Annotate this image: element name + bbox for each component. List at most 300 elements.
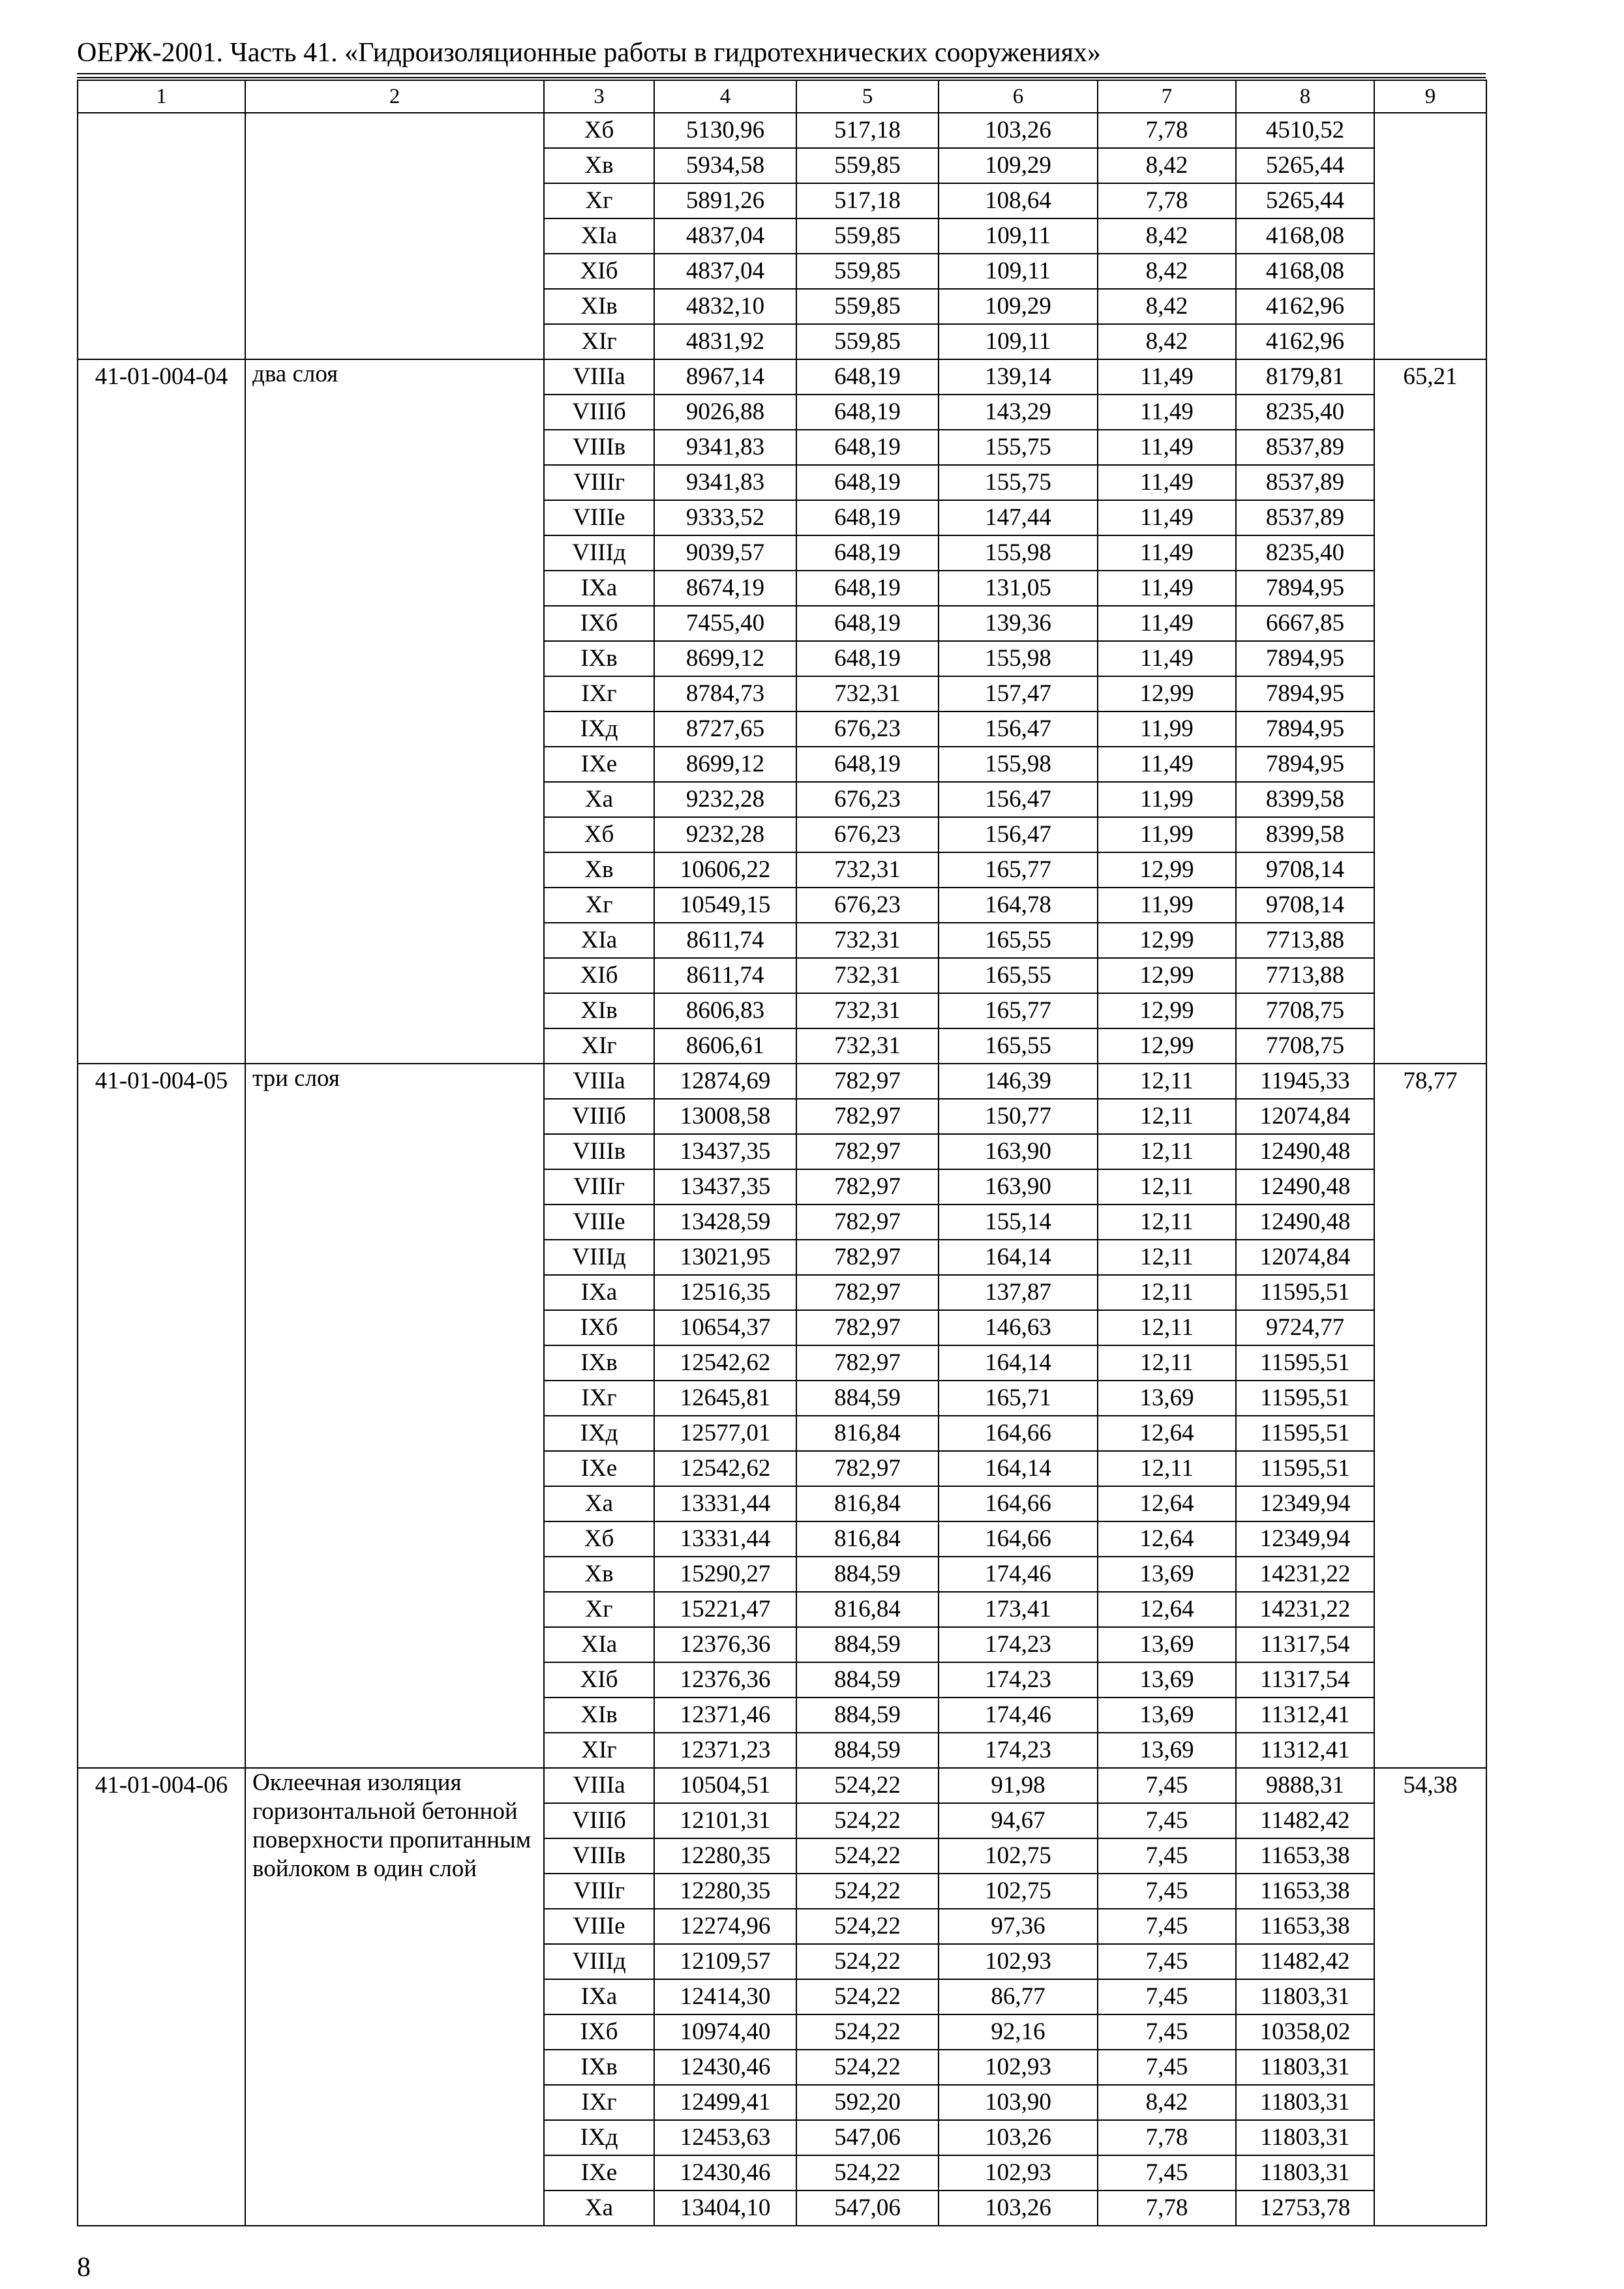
materials-cost-cell: 12074,84 <box>1236 1240 1374 1275</box>
materials-cost-cell: 8537,89 <box>1236 465 1374 500</box>
machines-cost-cell: 174,23 <box>939 1627 1098 1662</box>
total-cost-cell: 7455,40 <box>654 606 796 641</box>
work-description-cell <box>245 113 544 359</box>
machinist-wages-cell: 12,11 <box>1098 1064 1236 1099</box>
machinist-wages-cell: 12,11 <box>1098 1134 1236 1169</box>
wages-cell: 676,23 <box>796 888 939 923</box>
materials-cost-cell: 7894,95 <box>1236 747 1374 782</box>
machinist-wages-cell: 12,99 <box>1098 676 1236 711</box>
materials-cost-cell: 8399,58 <box>1236 782 1374 817</box>
zone-cell: VIIIг <box>544 1874 654 1909</box>
total-cost-cell: 15221,47 <box>654 1592 796 1627</box>
materials-cost-cell: 11803,31 <box>1236 2120 1374 2155</box>
wages-cell: 884,59 <box>796 1557 939 1592</box>
machinist-wages-cell: 7,45 <box>1098 1803 1236 1838</box>
total-cost-cell: 12499,41 <box>654 2085 796 2120</box>
total-cost-cell: 9039,57 <box>654 535 796 571</box>
zone-cell: VIIIв <box>544 1134 654 1169</box>
total-cost-cell: 8699,12 <box>654 641 796 676</box>
column-number-cell: 3 <box>544 80 654 113</box>
machinist-wages-cell: 8,42 <box>1098 2085 1236 2120</box>
zone-cell: IXд <box>544 2120 654 2155</box>
machinist-wages-cell: 12,64 <box>1098 1486 1236 1521</box>
wages-cell: 884,59 <box>796 1733 939 1768</box>
total-cost-cell: 10974,40 <box>654 2014 796 2050</box>
machinist-wages-cell: 11,49 <box>1098 641 1236 676</box>
wages-cell: 648,19 <box>796 359 939 395</box>
zone-cell: XIв <box>544 1698 654 1733</box>
wages-cell: 648,19 <box>796 465 939 500</box>
machinist-wages-cell: 12,11 <box>1098 1310 1236 1345</box>
materials-cost-cell: 11595,51 <box>1236 1275 1374 1310</box>
price-table-body <box>78 80 1486 2226</box>
zone-cell: IXа <box>544 571 654 606</box>
wages-cell: 676,23 <box>796 782 939 817</box>
machines-cost-cell: 164,66 <box>939 1416 1098 1451</box>
wages-cell: 732,31 <box>796 676 939 711</box>
machinist-wages-cell: 8,42 <box>1098 289 1236 324</box>
zone-cell: VIIIа <box>544 1064 654 1099</box>
materials-cost-cell: 8235,40 <box>1236 395 1374 430</box>
total-cost-cell: 13021,95 <box>654 1240 796 1275</box>
total-cost-cell: 5130,96 <box>654 113 796 148</box>
wages-cell: 884,59 <box>796 1627 939 1662</box>
machinist-wages-cell: 12,11 <box>1098 1169 1236 1204</box>
total-cost-cell: 12542,62 <box>654 1345 796 1381</box>
machinist-wages-cell: 11,99 <box>1098 711 1236 747</box>
total-cost-cell: 4832,10 <box>654 289 796 324</box>
machines-cost-cell: 150,77 <box>939 1099 1098 1134</box>
machines-cost-cell: 155,98 <box>939 747 1098 782</box>
materials-cost-cell: 9708,14 <box>1236 888 1374 923</box>
materials-cost-cell: 12490,48 <box>1236 1204 1374 1240</box>
machinist-wages-cell: 7,78 <box>1098 2191 1236 2226</box>
zone-cell: Xа <box>544 2191 654 2226</box>
machinist-wages-cell: 12,64 <box>1098 1416 1236 1451</box>
zone-cell: IXе <box>544 1451 654 1486</box>
total-cost-cell: 12414,30 <box>654 1979 796 2014</box>
machines-cost-cell: 156,47 <box>939 817 1098 852</box>
machinist-wages-cell: 7,45 <box>1098 1874 1236 1909</box>
materials-cost-cell: 11317,54 <box>1236 1627 1374 1662</box>
wages-cell: 816,84 <box>796 1521 939 1557</box>
machinist-wages-cell: 7,45 <box>1098 1909 1236 1944</box>
total-cost-cell: 12542,62 <box>654 1451 796 1486</box>
zone-cell: VIIIд <box>544 1240 654 1275</box>
wages-cell: 782,97 <box>796 1451 939 1486</box>
total-cost-cell: 12376,36 <box>654 1662 796 1698</box>
machinist-wages-cell: 12,99 <box>1098 852 1236 888</box>
wages-cell: 648,19 <box>796 747 939 782</box>
total-cost-cell: 12430,46 <box>654 2050 796 2085</box>
zone-cell: XIб <box>544 958 654 993</box>
materials-cost-cell: 9724,77 <box>1236 1310 1374 1345</box>
total-cost-cell: 4831,92 <box>654 324 796 359</box>
zone-cell: XIб <box>544 1662 654 1698</box>
total-cost-cell: 12376,36 <box>654 1627 796 1662</box>
materials-cost-cell: 12490,48 <box>1236 1169 1374 1204</box>
total-cost-cell: 9232,28 <box>654 817 796 852</box>
machinist-wages-cell: 11,49 <box>1098 500 1236 535</box>
wages-cell: 559,85 <box>796 289 939 324</box>
total-cost-cell: 8611,74 <box>654 923 796 958</box>
labor-norm-cell: 78,77 <box>1374 1064 1486 1768</box>
machines-cost-cell: 102,93 <box>939 2155 1098 2191</box>
machines-cost-cell: 174,23 <box>939 1662 1098 1698</box>
machines-cost-cell: 163,90 <box>939 1134 1098 1169</box>
machinist-wages-cell: 7,45 <box>1098 1979 1236 2014</box>
column-number-cell: 4 <box>654 80 796 113</box>
total-cost-cell: 12430,46 <box>654 2155 796 2191</box>
machines-cost-cell: 102,75 <box>939 1874 1098 1909</box>
machinist-wages-cell: 13,69 <box>1098 1627 1236 1662</box>
wages-cell: 732,31 <box>796 852 939 888</box>
zone-cell: VIIIе <box>544 500 654 535</box>
total-cost-cell: 9341,83 <box>654 465 796 500</box>
wages-cell: 559,85 <box>796 218 939 254</box>
total-cost-cell: 8606,83 <box>654 993 796 1028</box>
wages-cell: 676,23 <box>796 817 939 852</box>
price-table <box>77 80 1487 2226</box>
wages-cell: 732,31 <box>796 923 939 958</box>
materials-cost-cell: 7894,95 <box>1236 641 1374 676</box>
machines-cost-cell: 109,11 <box>939 324 1098 359</box>
zone-cell: IXа <box>544 1275 654 1310</box>
materials-cost-cell: 5265,44 <box>1236 183 1374 218</box>
total-cost-cell: 12645,81 <box>654 1381 796 1416</box>
machines-cost-cell: 139,14 <box>939 359 1098 395</box>
norm-code-cell: 41-01-004-05 <box>78 1064 245 1768</box>
materials-cost-cell: 8537,89 <box>1236 430 1374 465</box>
wages-cell: 559,85 <box>796 148 939 183</box>
column-number-cell: 2 <box>245 80 544 113</box>
wages-cell: 524,22 <box>796 1838 939 1874</box>
zone-cell: XIа <box>544 923 654 958</box>
machinist-wages-cell: 12,11 <box>1098 1204 1236 1240</box>
machinist-wages-cell: 12,99 <box>1098 993 1236 1028</box>
wages-cell: 816,84 <box>796 1486 939 1521</box>
materials-cost-cell: 12349,94 <box>1236 1486 1374 1521</box>
zone-cell: VIIIе <box>544 1204 654 1240</box>
total-cost-cell: 9232,28 <box>654 782 796 817</box>
machines-cost-cell: 155,98 <box>939 641 1098 676</box>
total-cost-cell: 12577,01 <box>654 1416 796 1451</box>
zone-cell: IXб <box>544 1310 654 1345</box>
total-cost-cell: 8967,14 <box>654 359 796 395</box>
zone-cell: Xб <box>544 1521 654 1557</box>
machines-cost-cell: 164,66 <box>939 1521 1098 1557</box>
machines-cost-cell: 174,46 <box>939 1557 1098 1592</box>
total-cost-cell: 12109,57 <box>654 1944 796 1979</box>
zone-cell: VIIIе <box>544 1909 654 1944</box>
machinist-wages-cell: 11,49 <box>1098 359 1236 395</box>
zone-cell: IXа <box>544 1979 654 2014</box>
total-cost-cell: 10504,51 <box>654 1768 796 1803</box>
wages-cell: 559,85 <box>796 254 939 289</box>
machines-cost-cell: 102,93 <box>939 1944 1098 1979</box>
zone-cell: IXд <box>544 711 654 747</box>
wages-cell: 517,18 <box>796 113 939 148</box>
total-cost-cell: 9333,52 <box>654 500 796 535</box>
machinist-wages-cell: 7,45 <box>1098 1768 1236 1803</box>
machines-cost-cell: 103,26 <box>939 113 1098 148</box>
wages-cell: 524,22 <box>796 1979 939 2014</box>
total-cost-cell: 5891,26 <box>654 183 796 218</box>
zone-cell: IXг <box>544 2085 654 2120</box>
machines-cost-cell: 137,87 <box>939 1275 1098 1310</box>
zone-cell: IXе <box>544 747 654 782</box>
materials-cost-cell: 11595,51 <box>1236 1345 1374 1381</box>
machines-cost-cell: 165,55 <box>939 923 1098 958</box>
zone-cell: XIг <box>544 1733 654 1768</box>
zone-cell: XIа <box>544 1627 654 1662</box>
machines-cost-cell: 108,64 <box>939 183 1098 218</box>
zone-cell: IXе <box>544 2155 654 2191</box>
labor-norm-cell: 54,38 <box>1374 1768 1486 2226</box>
zone-cell: IXв <box>544 2050 654 2085</box>
wages-cell: 732,31 <box>796 958 939 993</box>
work-description-cell: три слоя <box>245 1064 544 1768</box>
machines-cost-cell: 91,98 <box>939 1768 1098 1803</box>
machines-cost-cell: 143,29 <box>939 395 1098 430</box>
machines-cost-cell: 165,77 <box>939 852 1098 888</box>
wages-cell: 732,31 <box>796 1028 939 1064</box>
materials-cost-cell: 4168,08 <box>1236 254 1374 289</box>
machines-cost-cell: 103,26 <box>939 2191 1098 2226</box>
total-cost-cell: 12371,23 <box>654 1733 796 1768</box>
total-cost-cell: 13437,35 <box>654 1169 796 1204</box>
zone-cell: Xа <box>544 782 654 817</box>
wages-cell: 782,97 <box>796 1345 939 1381</box>
machinist-wages-cell: 13,69 <box>1098 1557 1236 1592</box>
wages-cell: 547,06 <box>796 2120 939 2155</box>
materials-cost-cell: 11945,33 <box>1236 1064 1374 1099</box>
total-cost-cell: 8611,74 <box>654 958 796 993</box>
wages-cell: 592,20 <box>796 2085 939 2120</box>
machines-cost-cell: 174,23 <box>939 1733 1098 1768</box>
machinist-wages-cell: 13,69 <box>1098 1662 1236 1698</box>
zone-cell: VIIIа <box>544 359 654 395</box>
zone-cell: IXб <box>544 606 654 641</box>
materials-cost-cell: 7894,95 <box>1236 571 1374 606</box>
machinist-wages-cell: 11,49 <box>1098 395 1236 430</box>
column-number-cell: 5 <box>796 80 939 113</box>
materials-cost-cell: 8399,58 <box>1236 817 1374 852</box>
wages-cell: 782,97 <box>796 1240 939 1275</box>
norm-code-cell: 41-01-004-04 <box>78 359 245 1064</box>
materials-cost-cell: 12074,84 <box>1236 1099 1374 1134</box>
machinist-wages-cell: 7,45 <box>1098 2050 1236 2085</box>
machinist-wages-cell: 12,11 <box>1098 1345 1236 1381</box>
total-cost-cell: 13437,35 <box>654 1134 796 1169</box>
machines-cost-cell: 163,90 <box>939 1169 1098 1204</box>
zone-cell: Xа <box>544 1486 654 1521</box>
machines-cost-cell: 165,55 <box>939 958 1098 993</box>
machines-cost-cell: 92,16 <box>939 2014 1098 2050</box>
machinist-wages-cell: 11,49 <box>1098 465 1236 500</box>
zone-cell: Xг <box>544 183 654 218</box>
wages-cell: 648,19 <box>796 395 939 430</box>
machinist-wages-cell: 11,99 <box>1098 782 1236 817</box>
machines-cost-cell: 165,55 <box>939 1028 1098 1064</box>
zone-cell: VIIIг <box>544 1169 654 1204</box>
norm-code-cell <box>78 113 245 359</box>
wages-cell: 648,19 <box>796 430 939 465</box>
zone-cell: IXд <box>544 1416 654 1451</box>
zone-cell: Xб <box>544 113 654 148</box>
materials-cost-cell: 11803,31 <box>1236 2155 1374 2191</box>
work-description-cell: два слоя <box>245 359 544 1064</box>
materials-cost-cell: 12349,94 <box>1236 1521 1374 1557</box>
materials-cost-cell: 14231,22 <box>1236 1557 1374 1592</box>
materials-cost-cell: 11653,38 <box>1236 1874 1374 1909</box>
materials-cost-cell: 11312,41 <box>1236 1733 1374 1768</box>
zone-cell: Xв <box>544 1557 654 1592</box>
wages-cell: 782,97 <box>796 1099 939 1134</box>
total-cost-cell: 8674,19 <box>654 571 796 606</box>
materials-cost-cell: 9708,14 <box>1236 852 1374 888</box>
wages-cell: 524,22 <box>796 2050 939 2085</box>
machines-cost-cell: 164,14 <box>939 1240 1098 1275</box>
zone-cell: VIIIд <box>544 1944 654 1979</box>
wages-cell: 782,97 <box>796 1064 939 1099</box>
materials-cost-cell: 12753,78 <box>1236 2191 1374 2226</box>
machinist-wages-cell: 7,78 <box>1098 2120 1236 2155</box>
wages-cell: 816,84 <box>796 1592 939 1627</box>
total-cost-cell: 4837,04 <box>654 218 796 254</box>
machines-cost-cell: 102,93 <box>939 2050 1098 2085</box>
machinist-wages-cell: 11,99 <box>1098 817 1236 852</box>
column-number-cell: 8 <box>1236 80 1374 113</box>
wages-cell: 524,22 <box>796 1874 939 1909</box>
zone-cell: VIIIв <box>544 430 654 465</box>
total-cost-cell: 9341,83 <box>654 430 796 465</box>
wages-cell: 524,22 <box>796 2014 939 2050</box>
machines-cost-cell: 109,29 <box>939 289 1098 324</box>
machines-cost-cell: 147,44 <box>939 500 1098 535</box>
total-cost-cell: 13331,44 <box>654 1521 796 1557</box>
machinist-wages-cell: 11,49 <box>1098 535 1236 571</box>
total-cost-cell: 12874,69 <box>654 1064 796 1099</box>
total-cost-cell: 12371,46 <box>654 1698 796 1733</box>
wages-cell: 884,59 <box>796 1381 939 1416</box>
machinist-wages-cell: 7,45 <box>1098 2014 1236 2050</box>
materials-cost-cell: 11803,31 <box>1236 2085 1374 2120</box>
machines-cost-cell: 103,90 <box>939 2085 1098 2120</box>
total-cost-cell: 8699,12 <box>654 747 796 782</box>
column-number-cell: 7 <box>1098 80 1236 113</box>
zone-cell: XIг <box>544 324 654 359</box>
machines-cost-cell: 139,36 <box>939 606 1098 641</box>
materials-cost-cell: 11653,38 <box>1236 1909 1374 1944</box>
wages-cell: 648,19 <box>796 641 939 676</box>
machinist-wages-cell: 11,99 <box>1098 888 1236 923</box>
total-cost-cell: 13404,10 <box>654 2191 796 2226</box>
total-cost-cell: 9026,88 <box>654 395 796 430</box>
wages-cell: 648,19 <box>796 571 939 606</box>
wages-cell: 884,59 <box>796 1698 939 1733</box>
machinist-wages-cell: 7,78 <box>1098 183 1236 218</box>
total-cost-cell: 10654,37 <box>654 1310 796 1345</box>
labor-norm-cell: 65,21 <box>1374 359 1486 1064</box>
machines-cost-cell: 109,11 <box>939 218 1098 254</box>
wages-cell: 782,97 <box>796 1275 939 1310</box>
materials-cost-cell: 8179,81 <box>1236 359 1374 395</box>
total-cost-cell: 4837,04 <box>654 254 796 289</box>
zone-cell: XIв <box>544 289 654 324</box>
zone-cell: VIIIа <box>544 1768 654 1803</box>
machines-cost-cell: 146,63 <box>939 1310 1098 1345</box>
machinist-wages-cell: 13,69 <box>1098 1381 1236 1416</box>
machinist-wages-cell: 12,11 <box>1098 1451 1236 1486</box>
machinist-wages-cell: 12,99 <box>1098 923 1236 958</box>
wages-cell: 816,84 <box>796 1416 939 1451</box>
page-number: 8 <box>77 2252 91 2282</box>
machinist-wages-cell: 8,42 <box>1098 324 1236 359</box>
wages-cell: 782,97 <box>796 1134 939 1169</box>
zone-cell: XIа <box>544 218 654 254</box>
zone-cell: XIб <box>544 254 654 289</box>
machinist-wages-cell: 12,64 <box>1098 1592 1236 1627</box>
machines-cost-cell: 155,75 <box>939 465 1098 500</box>
machinist-wages-cell: 8,42 <box>1098 254 1236 289</box>
materials-cost-cell: 14231,22 <box>1236 1592 1374 1627</box>
materials-cost-cell: 11803,31 <box>1236 1979 1374 2014</box>
machines-cost-cell: 155,75 <box>939 430 1098 465</box>
zone-cell: Xг <box>544 888 654 923</box>
materials-cost-cell: 11653,38 <box>1236 1838 1374 1874</box>
machines-cost-cell: 165,77 <box>939 993 1098 1028</box>
zone-cell: XIг <box>544 1028 654 1064</box>
total-cost-cell: 12274,96 <box>654 1909 796 1944</box>
zone-cell: IXг <box>544 1381 654 1416</box>
zone-cell: Xв <box>544 852 654 888</box>
materials-cost-cell: 11317,54 <box>1236 1662 1374 1698</box>
zone-cell: VIIIв <box>544 1838 654 1874</box>
machines-cost-cell: 164,14 <box>939 1345 1098 1381</box>
column-number-row <box>78 80 1486 113</box>
table-row <box>78 1768 1486 1803</box>
machinist-wages-cell: 7,78 <box>1098 113 1236 148</box>
materials-cost-cell: 4168,08 <box>1236 218 1374 254</box>
machinist-wages-cell: 12,99 <box>1098 1028 1236 1064</box>
total-cost-cell: 5934,58 <box>654 148 796 183</box>
wages-cell: 648,19 <box>796 500 939 535</box>
materials-cost-cell: 7708,75 <box>1236 1028 1374 1064</box>
materials-cost-cell: 7713,88 <box>1236 923 1374 958</box>
zone-cell: IXб <box>544 2014 654 2050</box>
zone-cell: VIIIб <box>544 1099 654 1134</box>
machinist-wages-cell: 11,49 <box>1098 430 1236 465</box>
labor-norm-cell <box>1374 113 1486 359</box>
machinist-wages-cell: 12,11 <box>1098 1240 1236 1275</box>
zone-cell: Xб <box>544 817 654 852</box>
machinist-wages-cell: 7,45 <box>1098 1944 1236 1979</box>
wages-cell: 676,23 <box>796 711 939 747</box>
wages-cell: 524,22 <box>796 1909 939 1944</box>
total-cost-cell: 12280,35 <box>654 1874 796 1909</box>
machines-cost-cell: 156,47 <box>939 711 1098 747</box>
machines-cost-cell: 164,66 <box>939 1486 1098 1521</box>
machinist-wages-cell: 11,49 <box>1098 747 1236 782</box>
materials-cost-cell: 7713,88 <box>1236 958 1374 993</box>
zone-cell: IXв <box>544 1345 654 1381</box>
machinist-wages-cell: 11,49 <box>1098 571 1236 606</box>
materials-cost-cell: 5265,44 <box>1236 148 1374 183</box>
machinist-wages-cell: 13,69 <box>1098 1733 1236 1768</box>
column-number-cell: 1 <box>78 80 245 113</box>
machinist-wages-cell: 8,42 <box>1098 218 1236 254</box>
